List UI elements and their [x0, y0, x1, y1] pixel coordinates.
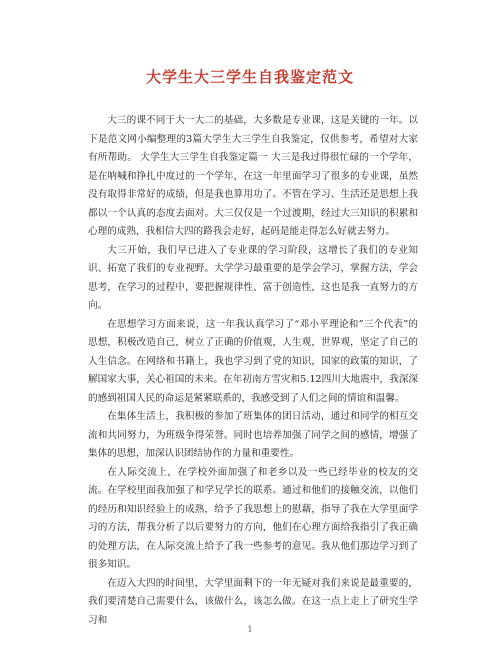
paragraph: 在集体生活上，我积极的参加了班集体的团日活动，通过和同学的相互交流和共同努力，为班级争得荣誉。同时也培养加强了同学之间的感情，增强了集体的思想，加深认识团结协作的力量和重要性。 — [88, 411, 418, 459]
paragraph: 大三的课不同于大一大二的基础，大多数是专业课，这是关键的一年。以下是范文网小编整理的3篇大学生大三学生自我鉴定，仅供参考，希望对大家有所帮助。 大学生大三学生自我鉴定篇一 大三是我过得很忙碌的一个学年，是在呐喊和挣扎中度过的一个学年，在这一年里面学习了很多的专业课，虽然没有取得非常好的成绩，但是我也算用功了。不管在学习、生活还是思想上我都以一个认真的态度去面对。大三仅仅是一个过渡期，经过大三知识的积累和心理的成熟，我相信大四的路我会走好，起码是能走得怎么好就去努力。 — [88, 115, 418, 237]
page-number: 1 — [247, 625, 253, 634]
paragraph: 在人际交流上，在学校外面加强了和老乡以及一些已经毕业的校友的交流。在学校里面我加强了和学兄学长的联系。通过和他们的接触交流，以他们的经历和知识经验上的成熟，给予了我思想上的慰藉，指导了我在大学里面学习的方法，帮我分析了以后要努力的方向，他们在心理方面给我指引了我正确的处理方法，在人际交流上给予了我一些参考的意见。我从他们那边学习到了很多知识。 — [88, 466, 418, 570]
paragraph: 大三开始，我们早已进入了专业课的学习阶段，这增长了我们的专业知识、拓宽了我们的专业视野。大学学习最重要的是学会学习，掌握方法，学会思考，在学习的过程中，要把握规律性、富于创造性，这也是我一直努力的方向。 — [88, 244, 418, 311]
document-title: 大学生大三学生自我鉴定范文 — [145, 68, 354, 86]
paragraph: 在迈入大四的时间里，大学里面剩下的一年无疑对我们来说是最重要的，我们要清楚自己需要什么，该做什么，该怎么做。在这一点上走上了研究生学习和 — [88, 577, 418, 626]
paragraph: 在思想学习方面来说，这一年我认真学习了“邓小平理论和”三个代表”的思想，积极改造自己，树立了正确的价值观，人生观，世界观，坚定了自己的人生信念。在网络和书籍上，我也学习到了党的知识，国家的政策的知识，了解国家大事，关心祖国的未来。在年初南方雪灾和5.12四川大地震中，我深深的感到祖国人民的命运是紧紧联系的，我感受到了人们之间的情谊和温馨。 — [88, 318, 418, 404]
document-body — [88, 112, 418, 630]
